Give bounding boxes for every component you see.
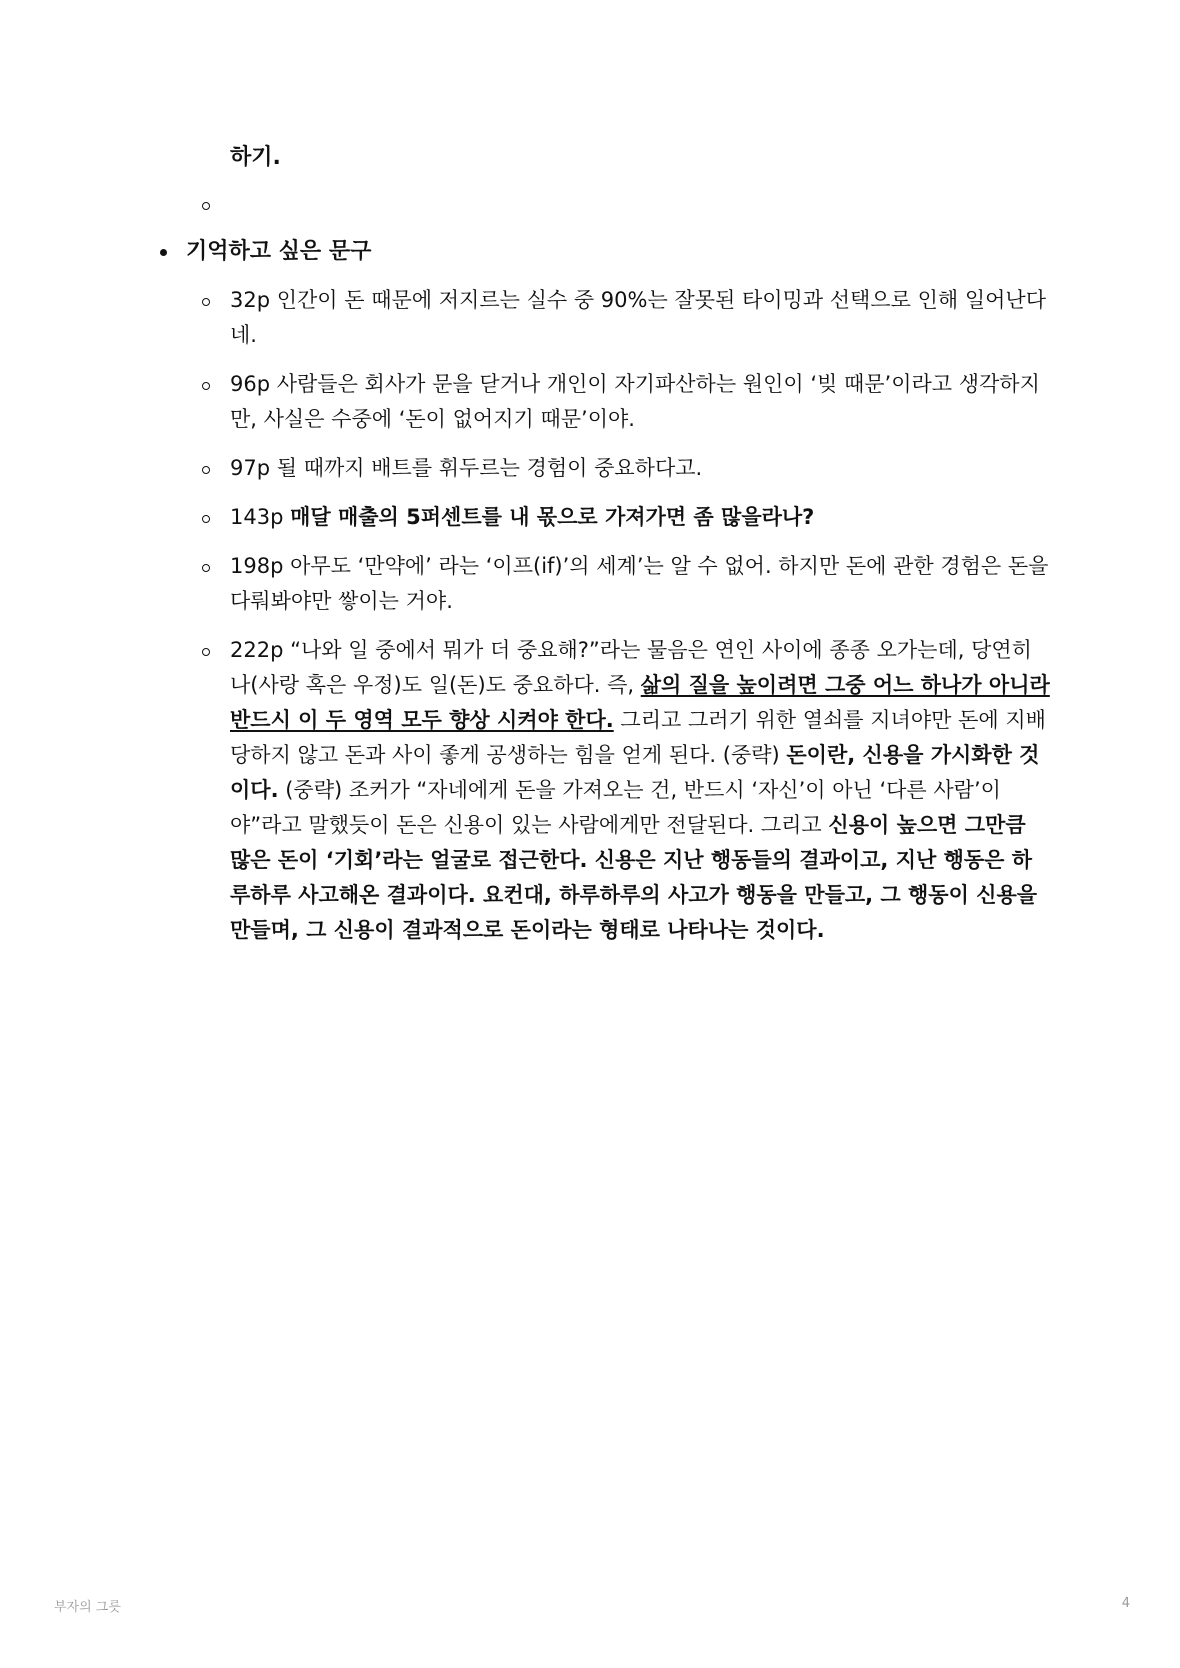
quote-item-97p xyxy=(186,451,1050,486)
quote-item-198p xyxy=(186,549,1050,619)
footer-document-title: 부자의 그릇 xyxy=(54,1600,121,1615)
section-heading: 기억하고 싶은 문구 xyxy=(186,239,372,264)
empty-sublist xyxy=(150,187,1050,222)
quote-text: 198p 아무도 ‘만약에’ 라는 ‘이프(if)’의 세계’는 알 수 없어. 하지만 돈에 관한 경험은 돈을 다뤄봐야만 쌓이는 거야. xyxy=(230,554,1049,613)
main-list xyxy=(150,234,1050,948)
hollow-bullet-icon xyxy=(202,382,210,390)
quote-text: 97p 될 때까지 배트를 휘두르는 경험이 중요하다고. xyxy=(230,456,703,480)
quote-item-32p xyxy=(186,283,1050,353)
hollow-bullet-icon xyxy=(202,564,210,572)
hollow-bullet-icon xyxy=(202,202,210,210)
footer-page-number: 4 xyxy=(1121,1596,1130,1611)
solid-bullet-icon xyxy=(160,249,167,256)
quote-text: 32p 인간이 돈 때문에 저지르는 실수 중 90%는 잘못된 타이밍과 선택으로 인해 일어난다네. xyxy=(230,288,1046,347)
quote-bold-text: 매달 매출의 5퍼센트를 내 몫으로 가져가면 좀 많을라나? xyxy=(290,505,815,529)
empty-list-item xyxy=(150,187,1050,222)
quote-list xyxy=(186,283,1050,948)
quote-emphasis-underlined: 삶의 질을 높이려면 그중 어느 하나가 아니라 반드시 이 두 영역 모두 향상 시켜야 한다. xyxy=(230,673,1050,732)
continuation-text: 하기. xyxy=(230,145,281,170)
quote-emphasis-bold: 신용이 높으면 그만큼 많은 돈이 ‘기회’라는 얼굴로 접근한다. 신용은 지난 행동들의 결과이고, 지난 행동은 하루하루 사고해온 결과이다. 요컨대, 하루하루의 사고가 행동을 만들고, 그 행동이 신용을 만들며, 그 신용이 결과적으로 돈이라는 형태로 나타나는 것이다. xyxy=(230,813,1038,942)
quote-item-96p xyxy=(186,367,1050,437)
hollow-bullet-icon xyxy=(202,298,210,306)
quote-text-part: 222p “나와 일 중에서 뭐가 더 중요해?”라는 물음은 연인 사이에 종종 오가는데, 당연히 나(사랑 혹은 우정)도 일(돈)도 중요하다. 즉, xyxy=(230,638,1032,697)
hollow-bullet-icon xyxy=(202,648,210,656)
section-memorable-quotes xyxy=(150,234,1050,948)
quote-item-143p xyxy=(186,500,1050,535)
page-content xyxy=(150,140,1050,962)
quote-page-ref: 143p xyxy=(230,505,291,529)
hollow-bullet-icon xyxy=(202,466,210,474)
quote-text-part: 그리고 그러기 위한 열쇠를 지녀야만 돈에 지배당하지 않고 돈과 사이 좋게 공생하는 힘을 얻게 된다. (중략) xyxy=(230,708,1046,767)
quote-emphasis-bold: 돈이란, 신용을 가시화한 것이다. xyxy=(230,743,1040,802)
quote-item-222p xyxy=(186,633,1050,948)
quote-text-part: (중략) 조커가 “자네에게 돈을 가져오는 건, 반드시 ‘자신’이 아닌 ‘다른 사람’이야”라고 말했듯이 돈은 신용이 있는 사람에게만 전달된다. 그리고 xyxy=(230,778,1001,837)
quote-text: 96p 사람들은 회사가 문을 닫거나 개인이 자기파산하는 원인이 ‘빚 때문’이라고 생각하지만, 사실은 수중에 ‘돈이 없어지기 때문’이야. xyxy=(230,372,1040,431)
hollow-bullet-icon xyxy=(202,515,210,523)
